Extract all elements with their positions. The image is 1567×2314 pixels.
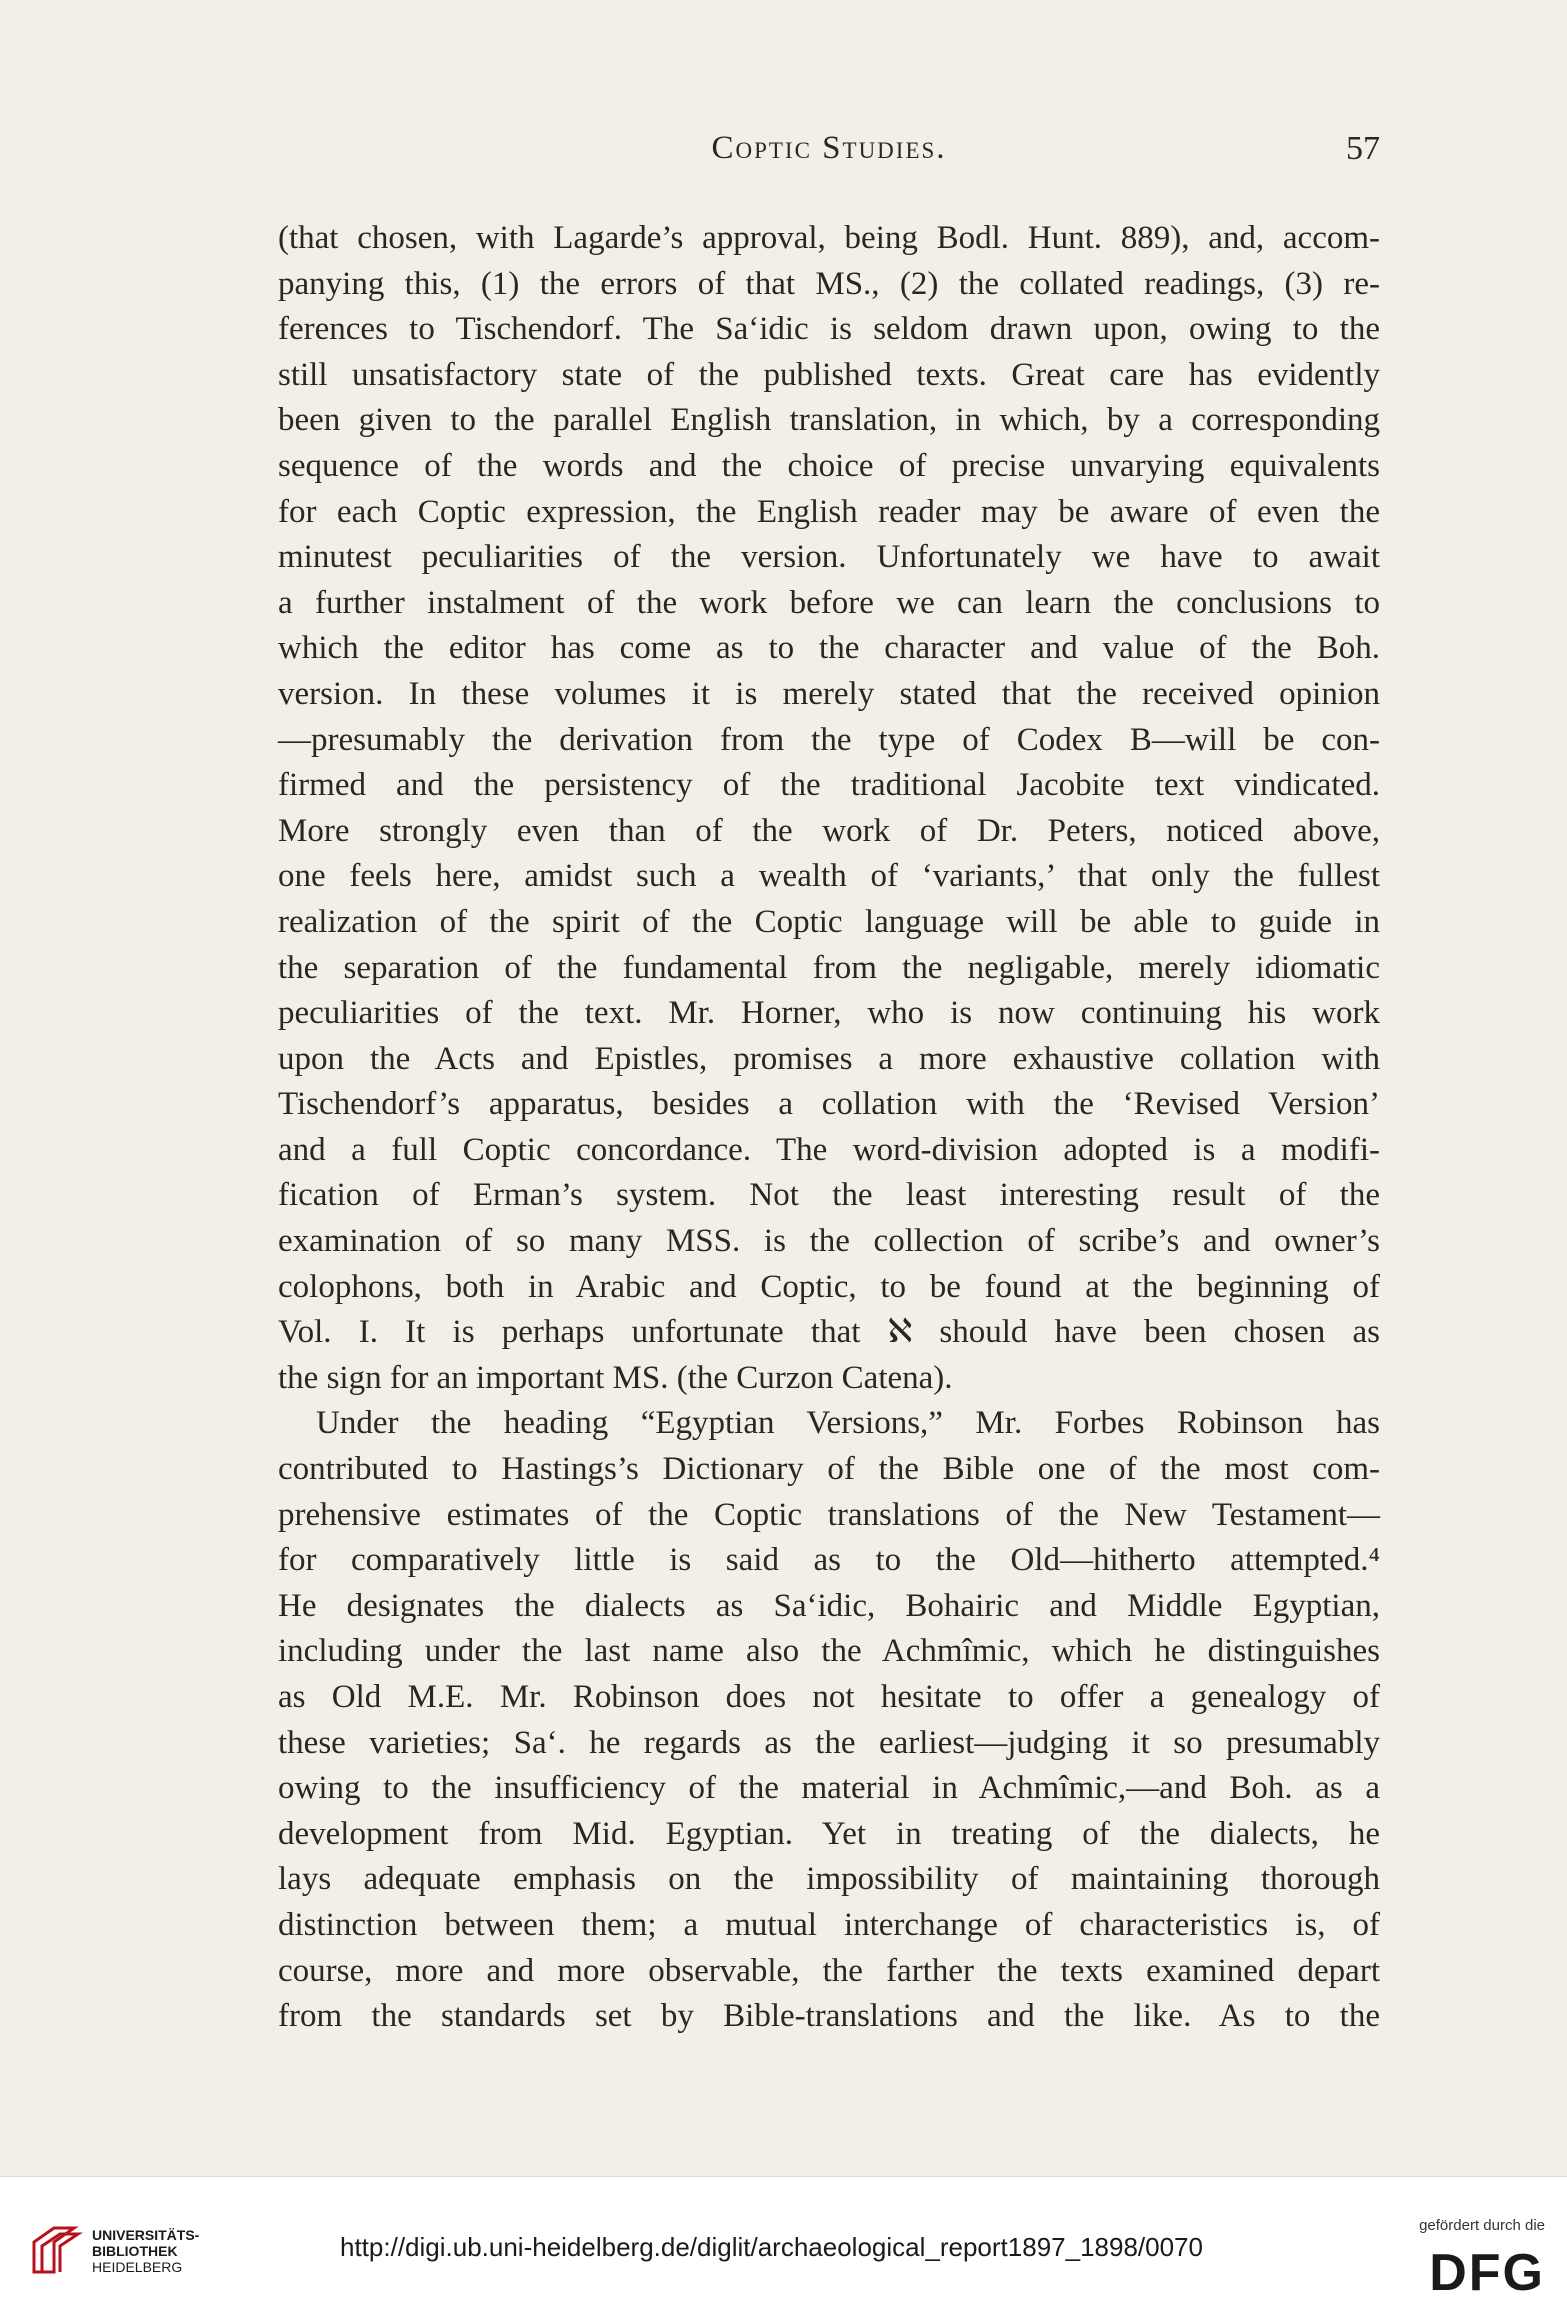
text-line: peculiarities of the text. Mr. Horner, who is now continuing his work [278, 995, 1380, 1032]
text-line: been given to the parallel English translation, in which, by a corresponding [278, 402, 1380, 439]
text-line: examination of so many MSS. is the collection of scribe’s and owner’s [278, 1223, 1380, 1260]
text-line: from the standards set by Bible-translations and the like. As to the [278, 1998, 1380, 2035]
text-line: the separation of the fundamental from the negligable, merely idiomatic [278, 949, 1380, 986]
library-name-line: BIBLIOTHEK [92, 2243, 178, 2259]
text-line: Tischendorf’s apparatus, besides a collation with the ‘Revised Version’ [278, 1086, 1380, 1123]
text-line: including under the last name also the Achmîmic, which he distinguishes [278, 1633, 1380, 1670]
text-line: ferences to Tischendorf. The Sa‘idic is seldom drawn upon, owing to the [278, 311, 1380, 348]
library-logo-icon [28, 2222, 84, 2278]
text-line: colophons, both in Arabic and Coptic, to be found at the beginning of [278, 1268, 1380, 1305]
page-header [278, 130, 1380, 190]
text-line: prehensive estimates of the Coptic translations of the New Testament— [278, 1496, 1380, 1533]
text-line: as Old M.E. Mr. Robinson does not hesitate to offer a genealogy of [278, 1679, 1380, 1715]
library-name [92, 2227, 199, 2275]
sponsor-note: gefördert durch die [1419, 2217, 1545, 2234]
text-line: (that chosen, with Lagarde’s approval, being Bodl. Hunt. 889), and, accom- [278, 220, 1380, 256]
body-text [278, 216, 1380, 2040]
text-line: owing to the insufficiency of the material in Achmîmic,—and Boh. as a [278, 1770, 1380, 1807]
text-line: still unsatisfactory state of the published texts. Great care has evidently [278, 356, 1380, 393]
text-line: upon the Acts and Epistles, promises a more exhaustive collation with [278, 1040, 1380, 1077]
text-line: these varieties; Sa‘. he regards as the earliest—judging it so presumably [278, 1724, 1380, 1761]
text-line: He designates the dialects as Sa‘idic, Bohairic and Middle Egyptian, [278, 1587, 1380, 1624]
text-line: —presumably the derivation from the type of Codex B—will be con- [278, 721, 1380, 758]
text-line: for each Coptic expression, the English reader may be aware of even the [278, 493, 1380, 530]
text-line: one feels here, amidst such a wealth of ‘variants,’ that only the fullest [278, 858, 1380, 895]
library-name-line: UNIVERSITÄTS- [92, 2227, 200, 2243]
text-line: Vol. I. It is perhaps unfortunate that ℵ should have been chosen as [278, 1314, 1380, 1351]
text-line: contributed to Hastings’s Dictionary of the Bible one of the most com- [278, 1451, 1380, 1488]
text-line: distinction between them; a mutual interchange of characteristics is, of [278, 1906, 1380, 1943]
permalink-url[interactable]: http://digi.ub.uni-heidelberg.de/diglit/archaeological_report1897_1898/0070 [340, 2232, 1203, 2262]
text-line: and a full Coptic concordance. The word-division adopted is a modifi- [278, 1131, 1380, 1168]
footer-bar [0, 2176, 1567, 2314]
text-line: which the editor has come as to the character and value of the Boh. [278, 630, 1380, 667]
running-head: Coptic Studies. [711, 130, 947, 166]
text-line: development from Mid. Egyptian. Yet in treating of the dialects, he [278, 1815, 1380, 1852]
text-line: panying this, (1) the errors of that MS., (2) the collated readings, (3) re- [278, 265, 1380, 302]
text-line: a further instalment of the work before we can learn the conclusions to [278, 584, 1380, 621]
text-line: sequence of the words and the choice of precise unvarying equivalents [278, 447, 1380, 484]
text-line: firmed and the persistency of the traditional Jacobite text vindicated. [278, 767, 1380, 804]
text-line: lays adequate emphasis on the impossibility of maintaining thorough [278, 1861, 1380, 1898]
text-line: the sign for an important MS. (the Curzon Catena). [278, 1359, 953, 1396]
text-line: for comparatively little is said as to the Old—hitherto attempted.⁴ [278, 1542, 1380, 1579]
text-line: version. In these volumes it is merely stated that the received opinion [278, 675, 1380, 712]
text-line: course, more and more observable, the farther the texts examined depart [278, 1952, 1380, 1989]
dfg-logo: DFG [1429, 2244, 1545, 2302]
text-line: fication of Erman’s system. Not the least interesting result of the [278, 1177, 1380, 1214]
text-line: More strongly even than of the work of Dr. Peters, noticed above, [278, 812, 1380, 849]
page-number: 57 [1346, 130, 1380, 167]
library-name-line: HEIDELBERG [92, 2259, 183, 2275]
text-line: minutest peculiarities of the version. Unfortunately we have to await [278, 539, 1380, 576]
text-line: realization of the spirit of the Coptic language will be able to guide in [278, 903, 1380, 940]
text-line: Under the heading “Egyptian Versions,” Mr. Forbes Robinson has [316, 1405, 1380, 1442]
